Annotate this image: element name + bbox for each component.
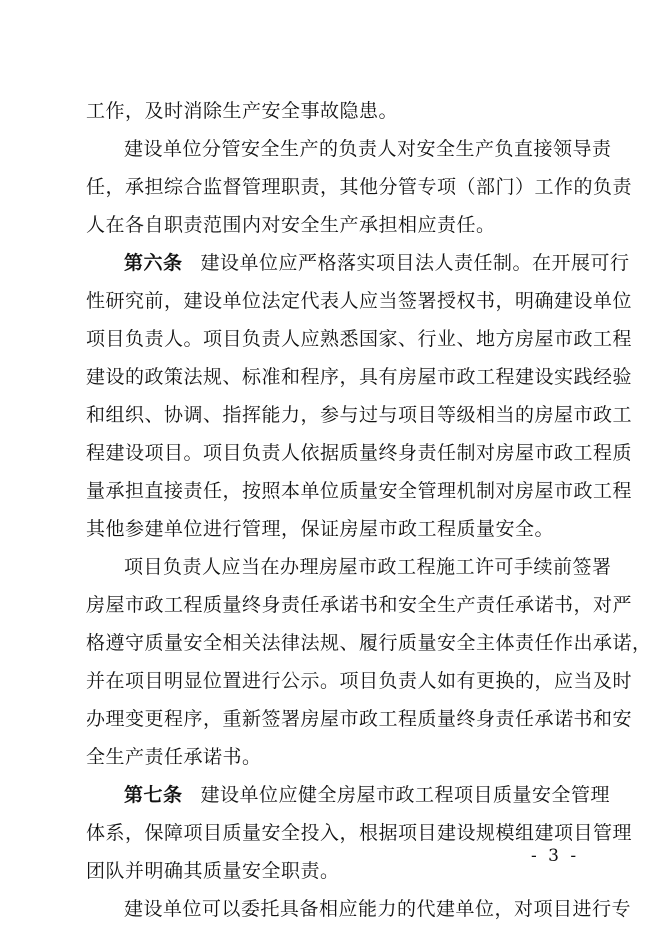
text-line [86,244,630,282]
text-line: 建设单位可以委托具备相应能力的代建单位，对项目进行专 [124,898,632,920]
text-line: 和组织、协调、指挥能力，参与过与项目等级相当的房屋市政工 [86,404,633,426]
text-line: 房屋市政工程质量终身责任承诺书和安全生产责任承诺书，对严 [86,594,633,616]
article-six [86,244,633,548]
text-line: 项目负责人。项目负责人应熟悉国家、行业、地方房屋市政工程 [86,328,633,350]
text-line: 任，承担综合监督管理职责，其他分管专项（部门）工作的负责 [86,176,633,198]
text-line: 人在各自职责范围内对安全生产承担相应责任。 [86,214,496,236]
text-line: 其他参建单位进行管理，保证房屋市政工程质量安全。 [86,518,555,540]
text-line: 办理变更程序，重新签署房屋市政工程质量终身责任承诺书和安 [86,708,633,730]
text-line: 全生产责任承诺书。 [86,746,262,768]
text-segment: 建设单位应严格落实项目法人责任制。在开展可行 [200,252,630,274]
document-body [86,92,652,928]
paragraph-agent-delegation [86,890,632,928]
paragraph-project-leader-commitment [86,548,652,776]
text-line: 工作，及时消除生产安全事故隐患。 [86,100,399,122]
text-line: 程建设项目。项目负责人依据质量终身责任制对房屋市政工程质 [86,442,633,464]
article-seven [86,776,633,890]
text-line: 量承担直接责任，按照本单位质量安全管理机制对房屋市政工程 [86,480,633,502]
text-line: 性研究前，建设单位法定代表人应当签署授权书，明确建设单位 [86,290,633,312]
text-line [86,776,611,814]
text-line: 团队并明确其质量安全职责。 [86,860,340,882]
text-segment: 建设单位应健全房屋市政工程项目质量安全管理 [200,784,611,806]
text-line: 建设的政策法规、标准和程序，具有房屋市政工程建设实践经验 [86,366,633,388]
article-heading: 第六条 [124,252,183,274]
page-number: - 3 - [531,846,580,866]
text-line: 格遵守质量安全相关法律法规、履行质量安全主体责任作出承诺， [86,632,652,654]
article-heading: 第七条 [124,784,183,806]
text-line: 体系，保障项目质量安全投入，根据项目建设规模组建项目管理 [86,822,633,844]
paragraph-continuation [86,92,574,130]
paragraph-safety-responsibility [86,130,633,244]
text-line: 项目负责人应当在办理房屋市政工程施工许可手续前签署 [124,556,612,578]
text-line: 并在项目明显位置进行公示。项目负责人如有更换的，应当及时 [86,670,633,692]
text-line: 建设单位分管安全生产的负责人对安全生产负直接领导责 [124,138,612,160]
